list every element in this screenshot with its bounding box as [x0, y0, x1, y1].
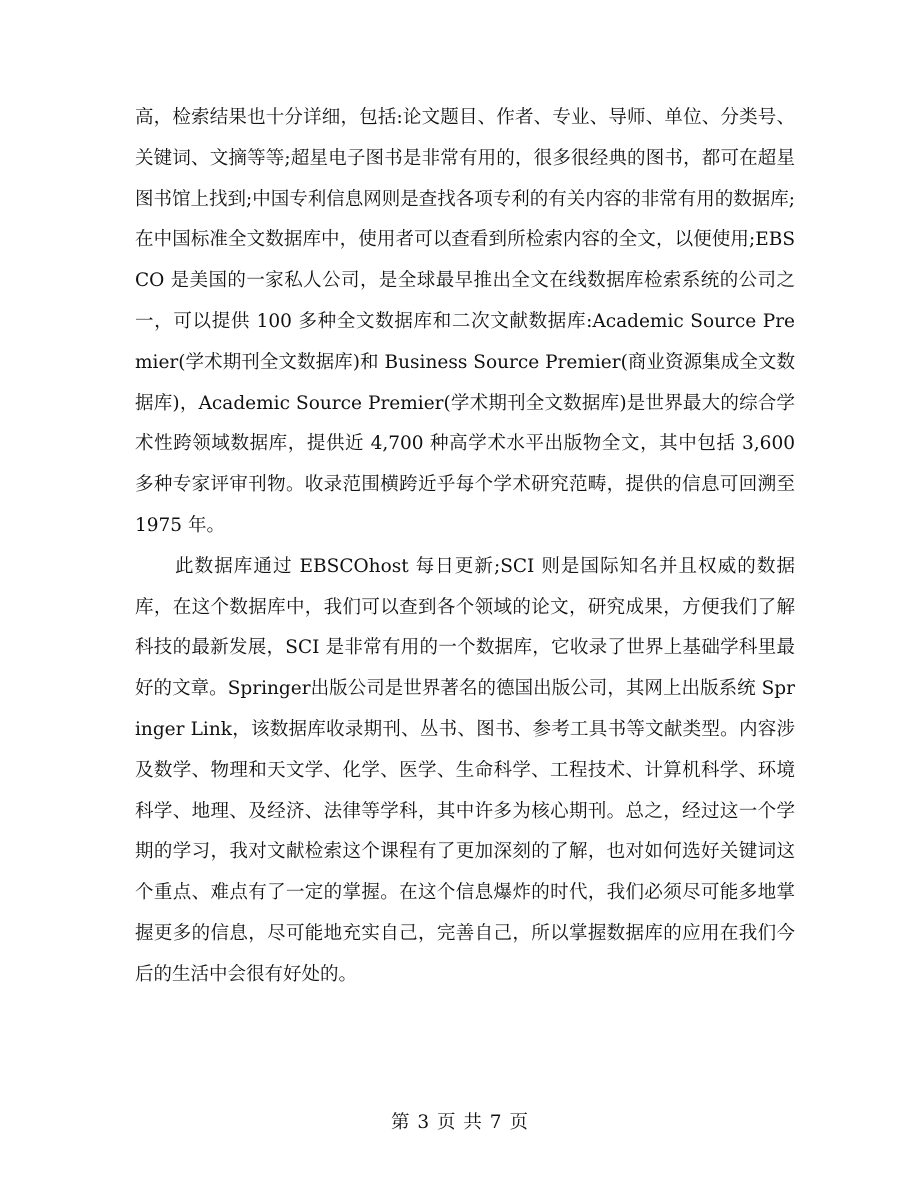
- paragraph-2: 此数据库通过 EBSCOhost 每日更新;SCI 则是国际知名并且权威的数据库，在这个数据库中，我们可以查到各个领域的论文，研究成果，方便我们了解科技的最新发展，SCI 是非常有用的一个数据库，它收录了世界上基础学科里最好的文章。Springer出版公司是世界著名的德国出版公司，其网上出版系统 Springer Link，该数据库收录期刊、丛书、图书、参考工具书等文献类型。内容涉及数学、物理和天文学、化学、医学、生命科学、工程技术、计算机科学、环境科学、地理、及经济、法律等学科，其中许多为核心期刊。总之，经过这一个学期的学习，我对文献检索这个课程有了更加深刻的了解，也对如何选好关键词这个重点、难点有了一定的掌握。在这个信息爆炸的时代，我们必须尽可能多地掌握更多的信息，尽可能地充实自己，完善自己，所以掌握数据库的应用在我们今后的生活中会很有好处的。: [135, 555, 795, 985]
- page-number-footer: 第 3 页 共 7 页: [391, 1112, 529, 1133]
- document-body: [135, 98, 795, 996]
- paragraph-1: 高，检索结果也十分详细，包括:论文题目、作者、专业、导师、单位、分类号、关键词、文摘等等;超星电子图书是非常有用的，很多很经典的图书，都可在超星图书馆上找到;中国专利信息网则是查找各项专利的有关内容的非常有用的数据库;在中国标准全文数据库中，使用者可以查看到所检索内容的全文，以便使用;EBSCO 是美国的一家私人公司，是全球最早推出全文在线数据库检索系统的公司之一，可以提供 100 多种全文数据库和二次文献数据库:Academic Source Premier(学术期刊全文数据库)和 Business Source Premier(商业资源集成全文数据库)，Academic Source Premier(学术期刊全文数据库)是世界最大的综合学术性跨领域数据库，提供近 4,700 种高学术水平出版物全文，其中包括 3,600 多种专家评审刊物。收录范围横跨近乎每个学术研究范畴，提供的信息可回溯至 1975 年。: [135, 107, 795, 536]
